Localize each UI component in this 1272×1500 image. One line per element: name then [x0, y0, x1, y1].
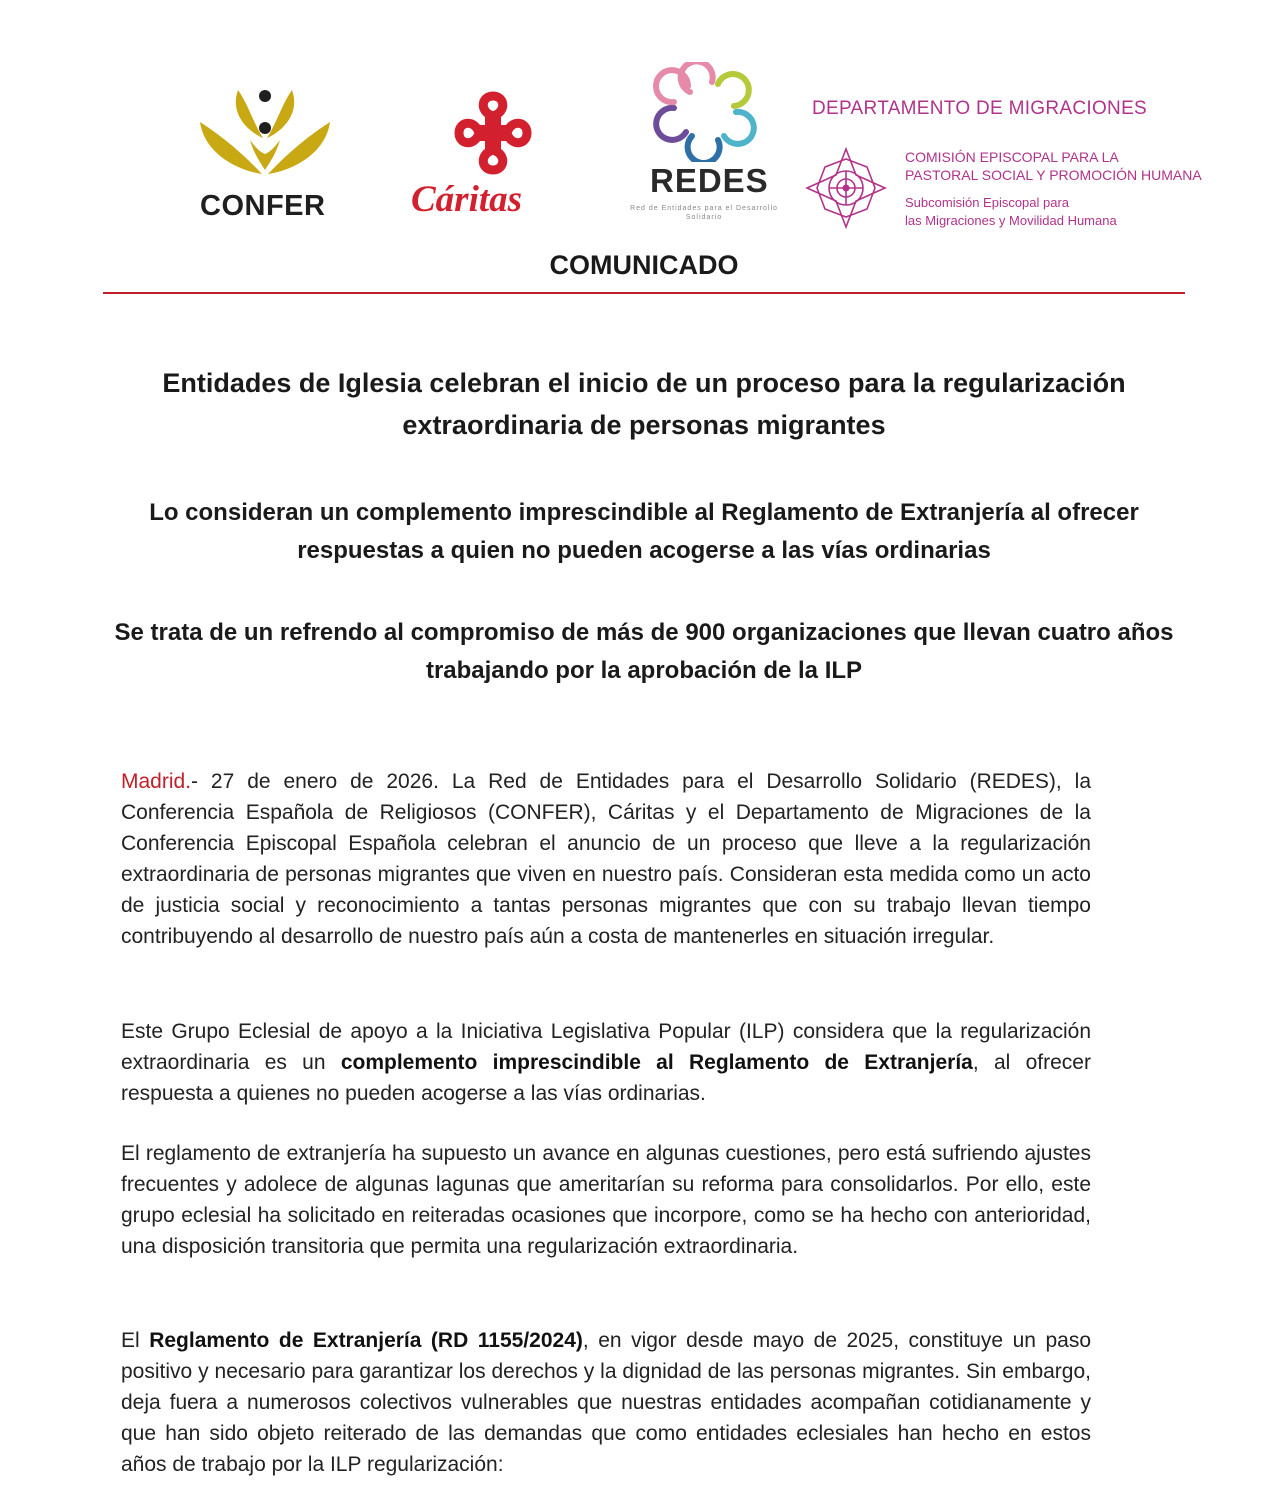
logo-header — [0, 0, 1272, 250]
caritas-logo — [405, 90, 595, 225]
paragraph-4 — [121, 1325, 1091, 1480]
dateline-place: Madrid. — [121, 770, 192, 793]
paragraph-2-text-end: , al ofrecer respuesta a quienes no pueden acogerse a las vías ordinarias. — [121, 1051, 1091, 1105]
migraciones-commission-line2: PASTORAL SOCIAL Y PROMOCIÓN HUMANA — [905, 167, 1202, 183]
migraciones-sub-line1: Subcomisión Episcopal para — [905, 195, 1070, 210]
paragraph-1 — [121, 766, 1091, 952]
paragraph-3: El reglamento de extranjería ha supuesto un avance en algunas cuestiones, pero está sufriendo ajustes frecuentes y adolece de algunas lagunas que ameritarían su reforma para consolidarlos. Por ello, este grupo eclesial ha solicitado en reiteradas ocasiones que incorpore, como se ha hecho con anterioridad, una disposición transitoria que permita una regularización extraordinaria. — [121, 1142, 1091, 1258]
migraciones-subcommission — [905, 194, 1117, 230]
caritas-cross-icon — [405, 90, 595, 180]
headline: Entidades de Iglesia celebran el inicio de un proceso para la regularización extraordinaria de personas migrantes — [162, 368, 1126, 440]
paragraph-2-emphasis: complemento imprescindible al Reglamento de Extranjería — [340, 1051, 973, 1074]
redes-tagline: Red de Entidades para el Desarrollo Solidario — [630, 205, 778, 221]
paragraph-2-text-start: Este Grupo Eclesial de apoyo a la Iniciativa Legislativa Popular (ILP) considera que la regularización extraordinaria es un — [121, 1020, 1091, 1074]
redes-logo — [630, 62, 780, 232]
redes-rings-icon — [630, 62, 780, 162]
caritas-wordmark: Cáritas — [411, 179, 523, 220]
paragraph-1-text: - 27 de enero de 2026. La Red de Entidades para el Desarrollo Solidario (REDES), la Conferencia Española de Religiosos (CONFER), Cáritas y el Departamento de Migraciones de la Conferencia Episcopal Española celebran el anuncio de un proceso que lleve a la regularización extraordinaria de personas migrantes que viven en nuestro país. Consideran esta medida como un acto de justicia social y reconocimiento a tantas personas migrantes que con su trabajo llevan tiempo contribuyendo al desarrollo de nuestro país aún a costa de mantenerles en situación irregular. — [121, 770, 1091, 948]
migraciones-commission — [905, 148, 1202, 184]
document-label: COMUNICADO — [549, 250, 739, 280]
subheadline-1: Lo consideran un complemento imprescindible al Reglamento de Extranjería al ofrecer respuestas a quien no pueden acogerse a las vías ordinarias — [149, 499, 1139, 564]
paragraph-4-emphasis: Reglamento de Extranjería (RD 1155/2024) — [149, 1329, 583, 1352]
migraciones-star-icon — [805, 147, 887, 229]
migraciones-sub-line2: las Migraciones y Movilidad Humana — [905, 213, 1117, 228]
paragraph-4-text-end: , en vigor desde mayo de 2025, constituye un paso positivo y necesario para garantizar los derechos y la dignidad de las personas migrantes. Sin embargo, deja fuera a numerosos colectivos vulnerables que nuestras entidades acompañan cotidianamente y que han sido objeto reiterado de las demandas que como entidades eclesiales han hecho en estos años de trabajo por la ILP regularización: — [121, 1329, 1092, 1476]
confer-emblem-icon — [190, 82, 340, 192]
confer-logo — [190, 82, 340, 227]
subheadline-2: Se trata de un refrendo al compromiso de más de 900 organizaciones que llevan cuatro años trabajando por la aprobación de la ILP — [114, 619, 1174, 684]
paragraph-4-text-start: El — [121, 1329, 150, 1352]
header-divider — [103, 292, 1185, 294]
paragraph-2 — [121, 1016, 1091, 1109]
redes-wordmark: REDES — [650, 162, 769, 199]
confer-wordmark: CONFER — [200, 190, 326, 222]
migraciones-logo — [805, 92, 1245, 237]
migraciones-title: DEPARTAMENTO DE MIGRACIONES — [812, 98, 1148, 119]
migraciones-commission-line1: COMISIÓN EPISCOPAL PARA LA — [905, 149, 1119, 165]
